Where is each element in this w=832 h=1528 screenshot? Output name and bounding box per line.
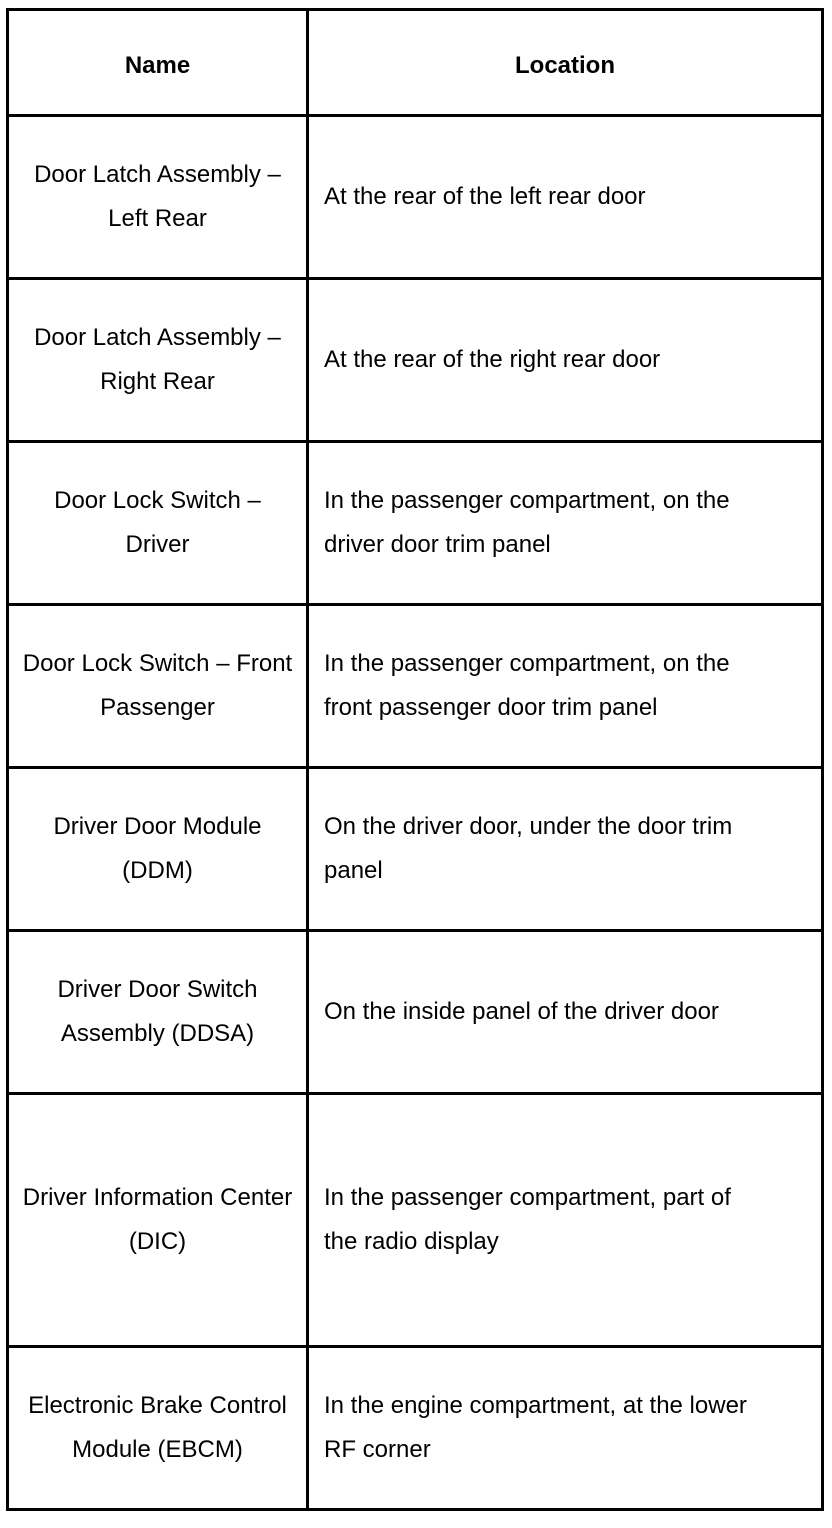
column-header-location: Location bbox=[308, 10, 823, 116]
cell-location: In the engine compartment, at the lower RF corner bbox=[308, 1347, 823, 1510]
table-row bbox=[8, 768, 823, 931]
cell-name: Electronic Brake Control Module (EBCM) bbox=[8, 1347, 308, 1510]
cell-location: In the passenger compartment, on the driver door trim panel bbox=[308, 442, 823, 605]
table-row bbox=[8, 116, 823, 279]
cell-location: On the inside panel of the driver door bbox=[308, 931, 823, 1094]
cell-name: Door Latch Assembly – Right Rear bbox=[8, 279, 308, 442]
cell-name: Driver Door Module (DDM) bbox=[8, 768, 308, 931]
component-location-table bbox=[6, 8, 824, 1511]
cell-name: Door Latch Assembly – Left Rear bbox=[8, 116, 308, 279]
table-row bbox=[8, 1094, 823, 1347]
cell-location: At the rear of the right rear door bbox=[308, 279, 823, 442]
table-row bbox=[8, 1347, 823, 1510]
cell-name: Door Lock Switch – Driver bbox=[8, 442, 308, 605]
column-header-name: Name bbox=[8, 10, 308, 116]
cell-name: Driver Information Center (DIC) bbox=[8, 1094, 308, 1347]
cell-name: Door Lock Switch – Front Passenger bbox=[8, 605, 308, 768]
cell-location: In the passenger compartment, on the front passenger door trim panel bbox=[308, 605, 823, 768]
table-row bbox=[8, 605, 823, 768]
table-header-row bbox=[8, 10, 823, 116]
cell-location: At the rear of the left rear door bbox=[308, 116, 823, 279]
cell-name: Driver Door Switch Assembly (DDSA) bbox=[8, 931, 308, 1094]
cell-location: On the driver door, under the door trim panel bbox=[308, 768, 823, 931]
table-row bbox=[8, 279, 823, 442]
table-row bbox=[8, 442, 823, 605]
cell-location: In the passenger compartment, part of the radio display bbox=[308, 1094, 823, 1347]
table-row bbox=[8, 931, 823, 1094]
